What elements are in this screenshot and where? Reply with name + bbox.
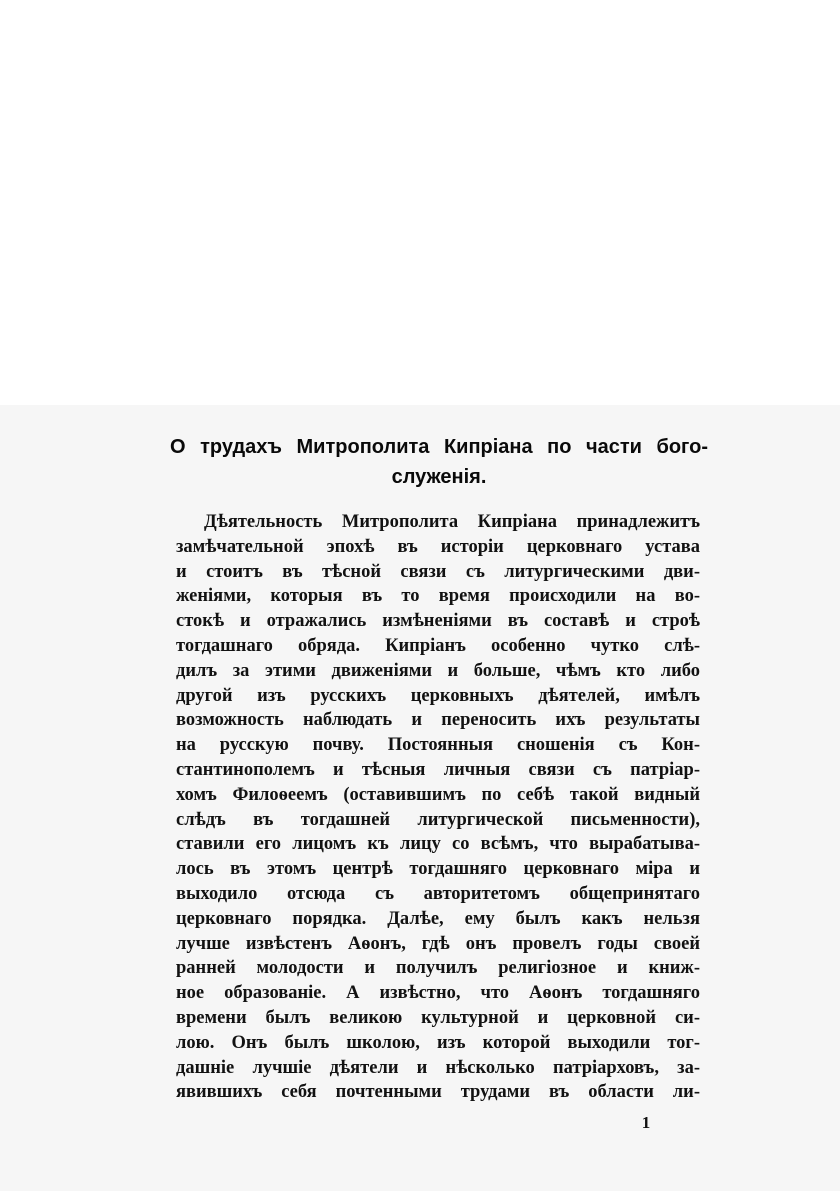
text-line: тогдашнаго обряда. Кипріанъ особенно чутко слѣ- bbox=[176, 635, 700, 656]
body-paragraph bbox=[176, 510, 700, 1105]
text-line: выходило отсюда съ авторитетомъ общепринятаго bbox=[176, 883, 700, 904]
chapter-heading bbox=[170, 432, 708, 492]
text-line: на русскую почву. Постоянныя сношенія съ Кон- bbox=[176, 735, 700, 756]
text-line: слѣдъ въ тогдашней литургической письменности), bbox=[176, 809, 700, 830]
text-line: лою. Онъ былъ школою, изъ которой выходили тог- bbox=[176, 1032, 700, 1053]
text-line: Дѣятельность Митрополита Кипріана принадлежитъ bbox=[204, 512, 700, 532]
text-line: и стоитъ въ тѣсной связи съ литургическими дви- bbox=[176, 561, 700, 582]
text-line: другой изъ русскихъ церковныхъ дѣятелей, имѣлъ bbox=[176, 685, 700, 706]
text-line: времени былъ великою культурной и церковной си- bbox=[176, 1007, 700, 1028]
text-line: церковнаго порядка. Далѣе, ему былъ какъ нельзя bbox=[176, 908, 700, 929]
text-line: дилъ за этими движеніями и больше, чѣмъ кто либо bbox=[176, 660, 700, 681]
text-line: хомъ Филоѳеемъ (оставившимъ по себѣ такой видный bbox=[176, 784, 700, 805]
heading-line: О трудахъ Митрополита Кипріана по части бого- bbox=[170, 436, 708, 458]
page-number: 1 bbox=[641, 1113, 651, 1132]
text-line: лучше извѣстенъ Аѳонъ, гдѣ онъ провелъ годы своей bbox=[176, 933, 700, 954]
text-line: лось въ этомъ центрѣ тогдашняго церковнаго міра и bbox=[176, 859, 700, 880]
text-line: стокѣ и отражались измѣненіями въ составѣ и строѣ bbox=[176, 611, 700, 632]
text-line: ранней молодости и получилъ религіозное и книж- bbox=[176, 958, 700, 979]
text-line: возможность наблюдать и переносить ихъ результаты bbox=[176, 710, 700, 731]
text-line: дашніе лучшіе дѣятели и нѣсколько патріарховъ, за- bbox=[176, 1057, 700, 1078]
text-line: стантинополемъ и тѣсныя личныя связи съ патріар- bbox=[176, 759, 700, 780]
text-line: женіями, которыя въ то время происходили на во- bbox=[176, 586, 700, 607]
text-line: замѣчательной эпохѣ въ исторіи церковнаго устава bbox=[176, 536, 700, 557]
text-line: ставили его лицомъ къ лицу со всѣмъ, что вырабатыва- bbox=[176, 834, 700, 855]
text-line: ное образованіе. А извѣстно, что Аѳонъ тогдашняго bbox=[176, 983, 700, 1004]
text-line: явившихъ себя почтенными трудами въ области ли- bbox=[176, 1082, 700, 1103]
heading-line: служенія. bbox=[391, 466, 487, 488]
